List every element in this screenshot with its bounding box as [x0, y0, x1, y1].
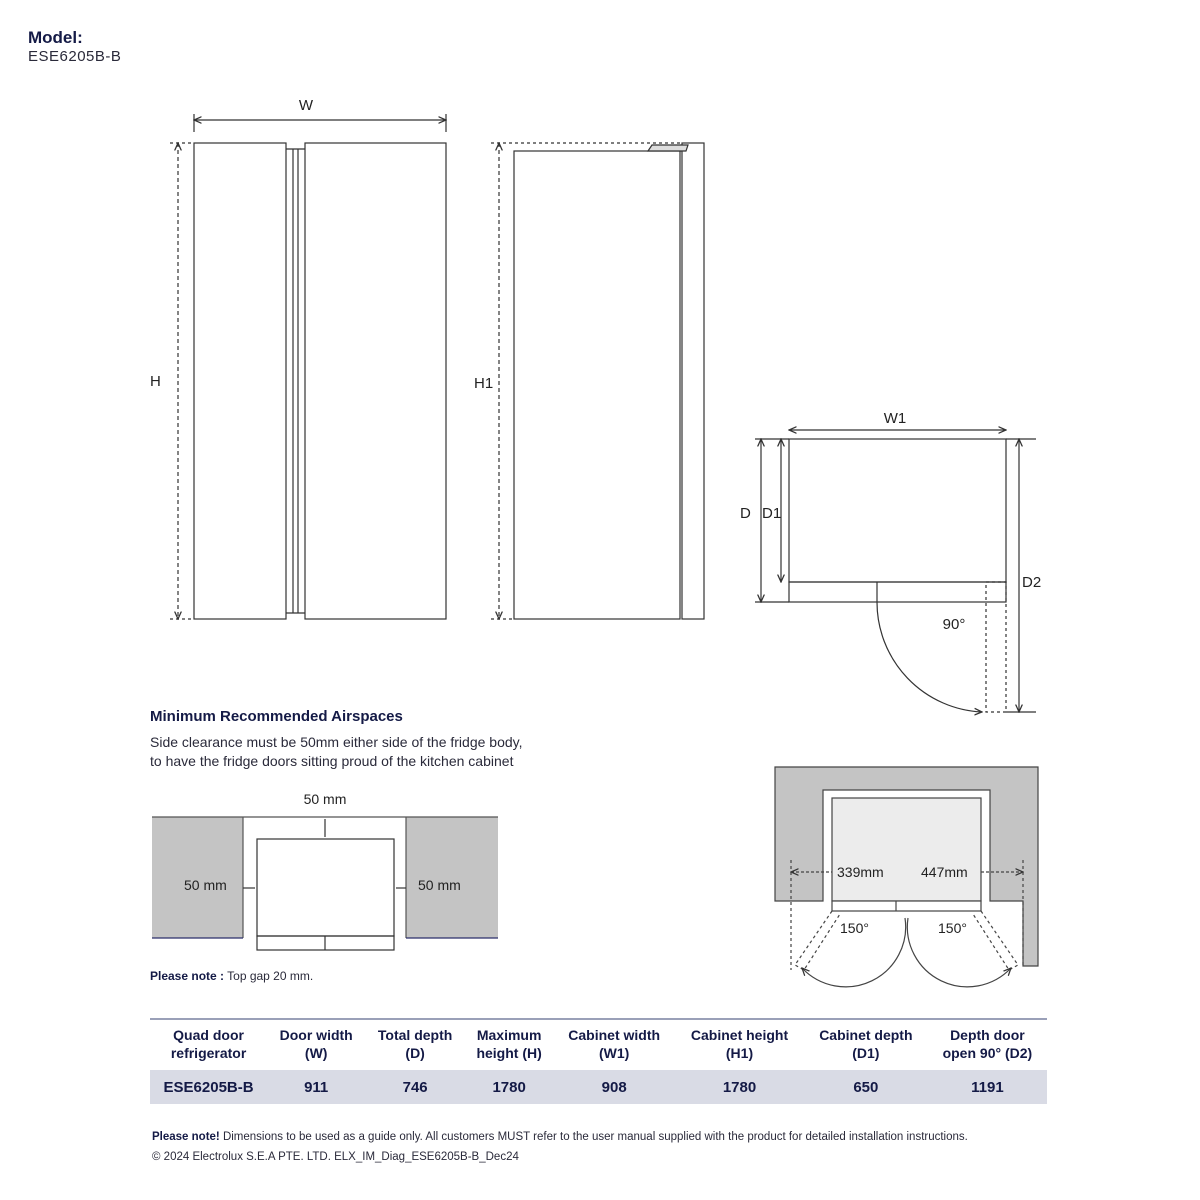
header-door-width: Door width (W) — [267, 1019, 365, 1070]
header-cabinet-width: Cabinet width (W1) — [553, 1019, 675, 1070]
top-gap-note — [150, 969, 313, 983]
door-swing-arc — [877, 602, 982, 712]
right-door — [305, 143, 446, 619]
cell-cabinet-width: 908 — [553, 1070, 675, 1104]
doors-top — [789, 582, 1006, 602]
fridge-body — [257, 839, 394, 936]
table-row — [150, 1070, 1047, 1104]
label-w1: W1 — [883, 410, 907, 427]
footer-note — [152, 1131, 968, 1143]
model-number: ESE6205B-B — [28, 48, 122, 65]
cell-cabinet-height: 1780 — [675, 1070, 804, 1104]
header-total-depth: Total depth (D) — [365, 1019, 465, 1070]
side-view — [491, 143, 704, 619]
header-cabinet-depth: Cabinet depth (D1) — [804, 1019, 928, 1070]
right-gap-label: 50 mm — [418, 877, 461, 893]
header-quad-door: Quad door refrigerator — [150, 1019, 267, 1070]
cell-door-open-depth: 1191 — [928, 1070, 1047, 1104]
header-door-open-depth: Depth door open 90° (D2) — [928, 1019, 1047, 1070]
footer-note-text: Dimensions to be used as a guide only. All customers MUST refer to the user manual supplied with the product for detailed installation instructions. — [219, 1131, 968, 1143]
label-d1: D1 — [762, 505, 782, 522]
airspace-description — [150, 733, 570, 771]
cell-door-width: 911 — [267, 1070, 365, 1104]
cell-total-depth: 746 — [365, 1070, 465, 1104]
label-d2: D2 — [1022, 574, 1042, 591]
model-label: Model: — [28, 28, 83, 47]
spec-table — [150, 1018, 1047, 1104]
label-w: W — [298, 97, 314, 114]
label-d: D — [740, 505, 751, 522]
left-gap-label: 50 mm — [184, 877, 227, 893]
footer-note-bold: Please note! — [152, 1131, 220, 1143]
airspace-title: Minimum Recommended Airspaces — [150, 708, 403, 725]
label-h: H — [150, 373, 161, 390]
left-door-clearance-label: 339mm — [837, 864, 884, 880]
top-view — [755, 430, 1036, 712]
cabinet-top — [789, 439, 1006, 582]
front-view — [170, 114, 446, 619]
copyright: © 2024 Electrolux S.E.A PTE. LTD. ELX_IM_Diag_ESE6205B-B_Dec24 — [152, 1151, 519, 1163]
header-max-height: Maximum height (H) — [465, 1019, 553, 1070]
right-door-clearance-label: 447mm — [921, 864, 968, 880]
label-h1: H1 — [474, 375, 494, 392]
right-angle-label: 150° — [938, 920, 967, 936]
cell-cabinet-depth: 650 — [804, 1070, 928, 1104]
left-angle-label: 150° — [840, 920, 869, 936]
cell-model: ESE6205B-B — [150, 1070, 267, 1104]
left-door — [194, 143, 286, 619]
cell-max-height: 1780 — [465, 1070, 553, 1104]
header-cabinet-height: Cabinet height (H1) — [675, 1019, 804, 1070]
note-bold: Please note : — [150, 969, 225, 983]
door-side — [682, 143, 704, 619]
fridge-top-outline — [832, 798, 981, 901]
airspace-desc-line-1: Side clearance must be 50mm either side of the fridge body, — [150, 734, 523, 750]
label-90-degrees: 90° — [942, 616, 966, 633]
note-text: Top gap 20 mm. — [224, 969, 314, 983]
airspace-top-diagram — [775, 767, 1038, 987]
cabinet-side — [514, 151, 680, 619]
airspace-desc-line-2: to have the fridge doors sitting proud of the kitchen cabinet — [150, 753, 514, 769]
top-gap-label: 50 mm — [303, 791, 347, 807]
